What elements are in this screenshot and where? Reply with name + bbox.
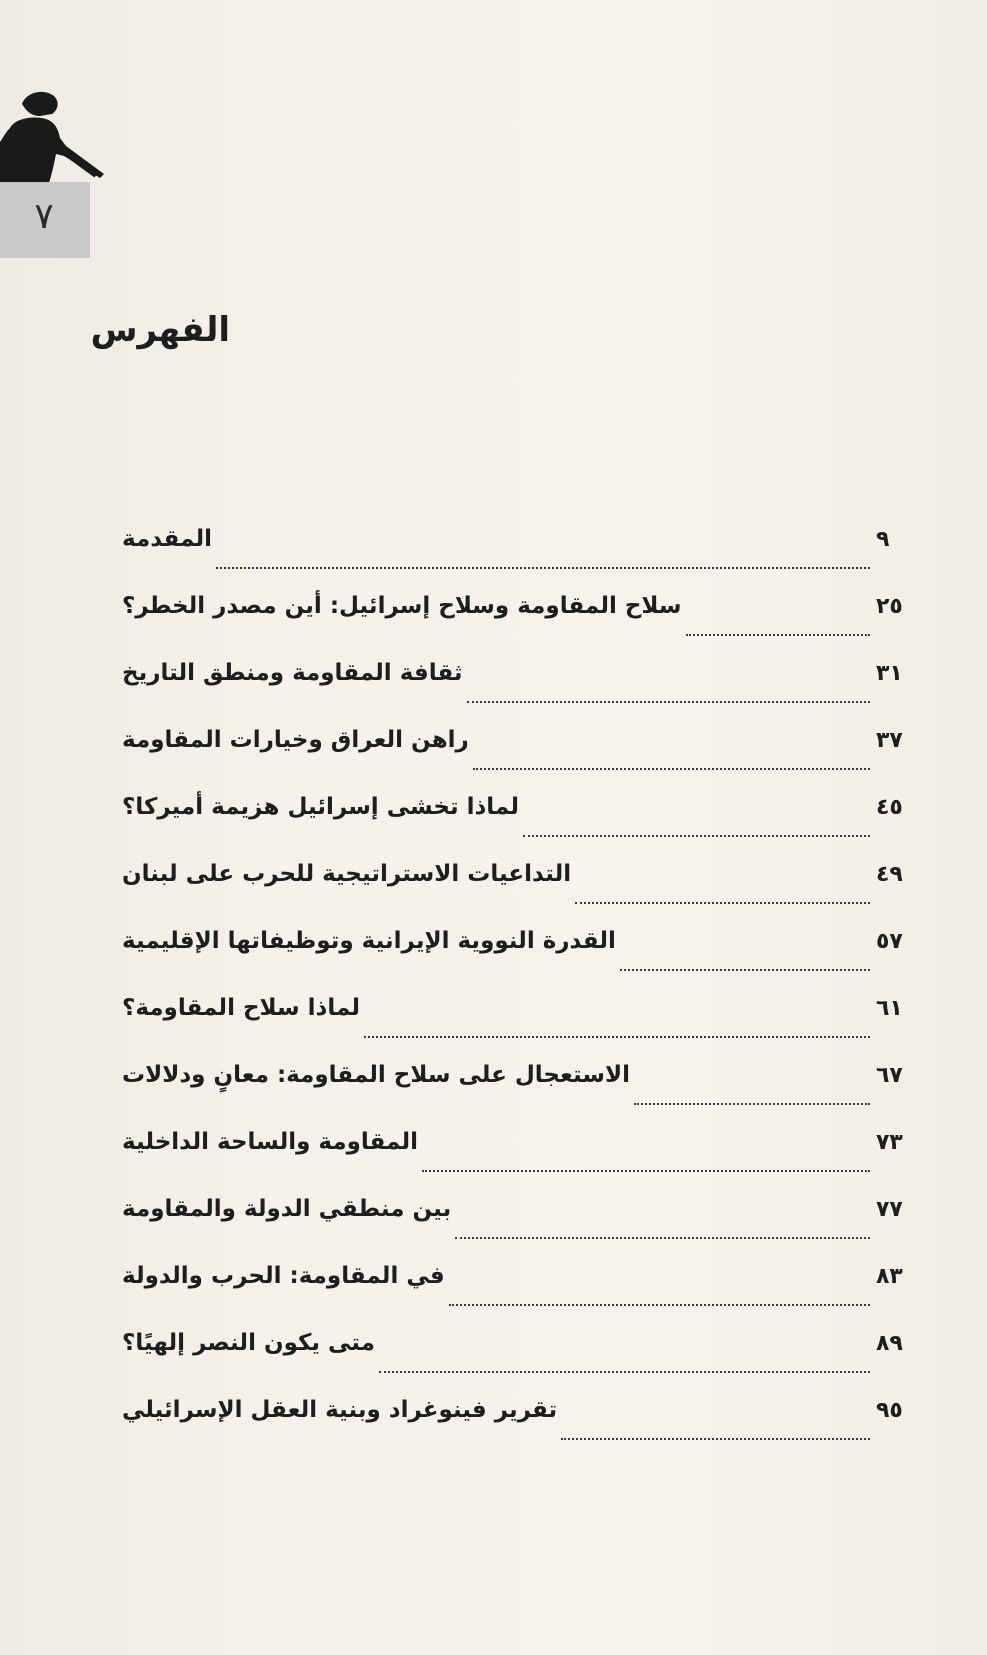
toc-entry [122, 1263, 906, 1330]
toc-entry [122, 995, 906, 1062]
toc-entry-title: ثقافة المقاومة ومنطق التاريخ [122, 660, 463, 686]
toc-entry [122, 861, 906, 928]
toc-leader-dots [686, 634, 870, 636]
toc-entry-title: راهن العراق وخيارات المقاومة [122, 727, 469, 753]
toc-entry-page: ٧٧ [876, 1197, 903, 1222]
toc-leader-dots [449, 1304, 870, 1306]
toc-entry-title: التداعيات الاستراتيجية للحرب على لبنان [122, 861, 572, 887]
toc-entry [122, 1196, 906, 1263]
toc-entry-page: ٣٧ [876, 728, 903, 753]
toc-entry-page: ٩٥ [876, 1398, 903, 1423]
toc-leader-dots [364, 1036, 870, 1038]
toc-leader-dots [561, 1438, 870, 1440]
toc-entry [122, 794, 906, 861]
toc-leader-dots [455, 1237, 870, 1239]
toc-entry-page: ٩ [876, 527, 890, 552]
toc-entry [122, 1129, 906, 1196]
toc-entry [122, 928, 906, 995]
toc-entry-title: المقدمة [122, 526, 212, 552]
toc-entry-page: ٨٩ [876, 1331, 903, 1356]
toc-entry-page: ٤٩ [876, 862, 903, 887]
toc-entry-title: لماذا سلاح المقاومة؟ [122, 995, 361, 1021]
toc-entry-title: في المقاومة: الحرب والدولة [122, 1263, 445, 1289]
page-number: ٧ [34, 196, 54, 237]
toc-entry-title: الاستعجال على سلاح المقاومة: معانٍ ودلالات [122, 1062, 630, 1088]
toc-entry [122, 1062, 906, 1129]
soldier-silhouette-icon [0, 84, 110, 188]
toc-entry-title: متى يكون النصر إلهيًا؟ [122, 1330, 375, 1356]
toc-entry-page: ٨٣ [876, 1264, 903, 1289]
toc-entry-title: تقرير فينوغراد وبنية العقل الإسرائيلي [122, 1397, 558, 1423]
page-title: الفهرس [90, 310, 230, 350]
toc-entry-title: بين منطقي الدولة والمقاومة [122, 1196, 452, 1222]
toc-entry-page: ٧٣ [876, 1130, 903, 1155]
table-of-contents [122, 526, 906, 1464]
toc-leader-dots [422, 1170, 870, 1172]
toc-entry-page: ٤٥ [876, 795, 903, 820]
toc-leader-dots [620, 969, 870, 971]
toc-leader-dots [216, 567, 870, 569]
toc-entry [122, 727, 906, 794]
toc-entry-page: ٢٥ [876, 594, 903, 619]
toc-leader-dots [575, 902, 870, 904]
toc-entry [122, 526, 906, 593]
toc-leader-dots [634, 1103, 870, 1105]
toc-leader-dots [379, 1371, 870, 1373]
toc-entry-title: لماذا تخشى إسرائيل هزيمة أميركا؟ [122, 794, 519, 820]
toc-entry-page: ٦٧ [876, 1063, 903, 1088]
toc-leader-dots [467, 701, 870, 703]
toc-entry [122, 660, 906, 727]
toc-entry [122, 1397, 906, 1464]
toc-entry-page: ٥٧ [876, 929, 903, 954]
toc-entry-title: القدرة النووية الإيرانية وتوظيفاتها الإقليمية [122, 928, 616, 954]
toc-entry [122, 593, 906, 660]
toc-leader-dots [473, 768, 870, 770]
toc-entry-title: المقاومة والساحة الداخلية [122, 1129, 419, 1155]
toc-entry-title: سلاح المقاومة وسلاح إسرائيل: أين مصدر الخطر؟ [122, 593, 682, 619]
toc-entry-page: ٣١ [876, 661, 903, 686]
toc-entry-page: ٦١ [876, 996, 903, 1021]
toc-leader-dots [523, 835, 870, 837]
toc-entry [122, 1330, 906, 1397]
